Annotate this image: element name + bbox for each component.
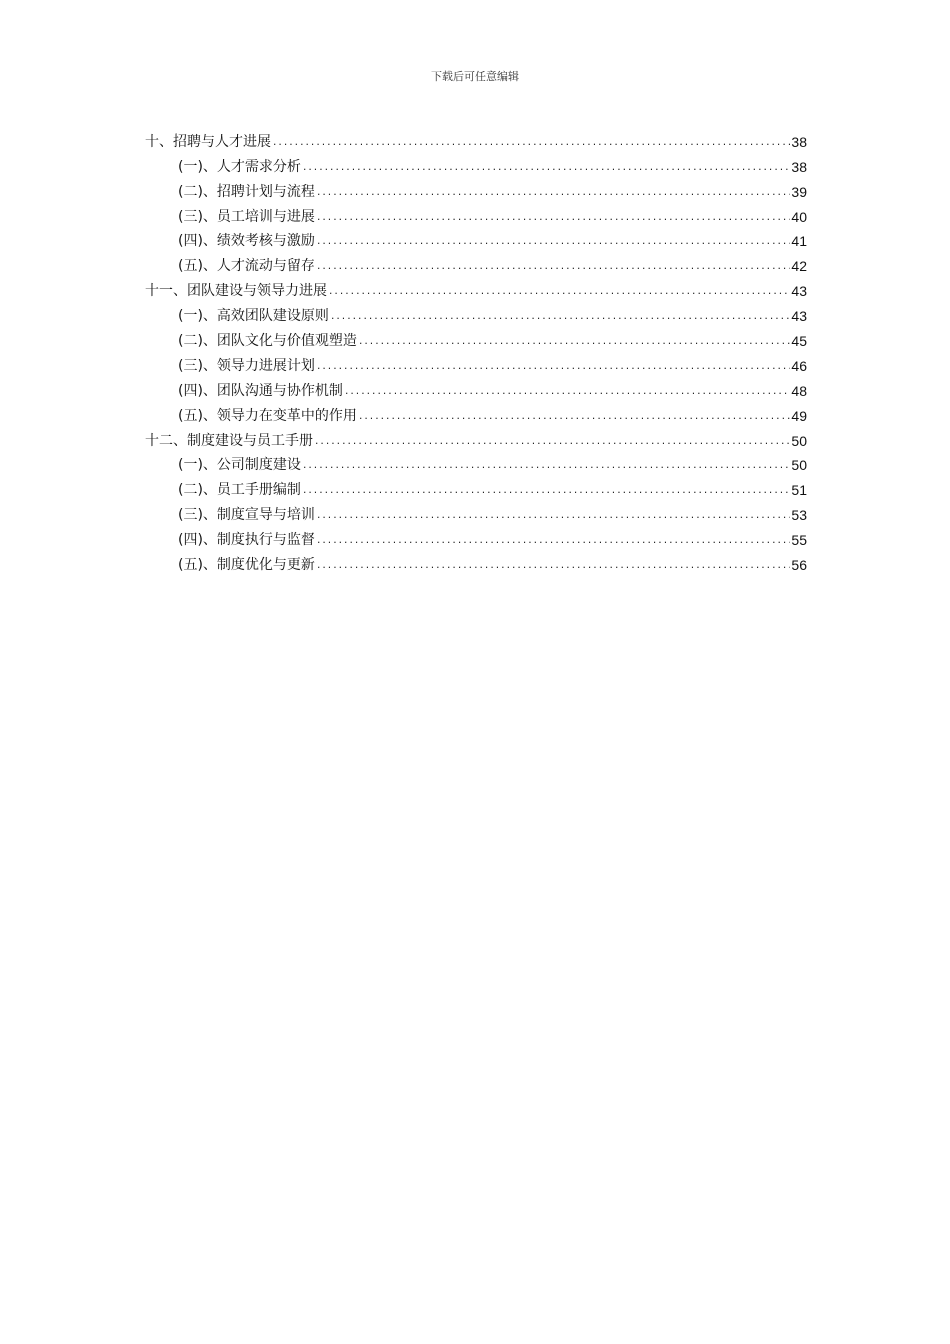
toc-dot-leader	[302, 160, 790, 176]
toc-section-entry[interactable]	[145, 450, 807, 475]
toc-dot-leader	[316, 234, 790, 250]
toc-section-entry[interactable]	[145, 226, 807, 251]
toc-entry-title: (四)、制度执行与监督	[178, 532, 315, 549]
page-header: 下载后可任意编辑	[431, 70, 519, 83]
toc-page-number: 42	[791, 258, 807, 275]
toc-page-number: 48	[791, 382, 807, 399]
toc-dot-leader	[316, 508, 790, 524]
toc-entry-title: (五)、制度优化与更新	[178, 557, 315, 574]
toc-page-number: 39	[791, 183, 807, 200]
toc-entry-title: (二)、员工手册编制	[178, 482, 301, 499]
toc-dot-leader	[316, 185, 790, 201]
toc-dot-leader	[302, 458, 790, 474]
toc-page-number: 38	[791, 133, 807, 150]
toc-section-entry[interactable]	[145, 350, 807, 375]
toc-entry-title: 十一、团队建设与领导力进展	[145, 283, 327, 300]
toc-page-number: 49	[791, 407, 807, 424]
toc-section-entry[interactable]	[145, 549, 807, 574]
toc-entry-title: (三)、制度宣导与培训	[178, 507, 315, 524]
toc-section-entry[interactable]	[145, 325, 807, 350]
toc-entry-title: 十、招聘与人才进展	[145, 133, 271, 150]
toc-section-entry[interactable]	[145, 474, 807, 499]
toc-entry-title: 十二、制度建设与员工手册	[145, 432, 313, 449]
toc-dot-leader	[358, 409, 790, 425]
toc-section-entry[interactable]	[145, 176, 807, 201]
toc-entry-title: (五)、领导力在变革中的作用	[178, 407, 357, 424]
toc-dot-leader	[314, 434, 790, 450]
toc-section-entry[interactable]	[145, 499, 807, 524]
toc-section-entry[interactable]	[145, 375, 807, 400]
toc-page-number: 41	[791, 233, 807, 250]
toc-page-number: 50	[791, 457, 807, 474]
toc-entry-title: (二)、招聘计划与流程	[178, 183, 315, 200]
toc-dot-leader	[316, 210, 790, 226]
toc-page-number: 43	[791, 308, 807, 325]
toc-entry-title: (三)、领导力进展计划	[178, 357, 315, 374]
toc-page-number: 46	[791, 357, 807, 374]
toc-page-number: 50	[791, 432, 807, 449]
table-of-contents	[145, 126, 807, 574]
toc-chapter-entry[interactable]	[145, 425, 807, 450]
toc-section-entry[interactable]	[145, 250, 807, 275]
toc-page-number: 45	[791, 333, 807, 350]
toc-page-number: 40	[791, 208, 807, 225]
toc-page-number: 38	[791, 158, 807, 175]
toc-dot-leader	[272, 135, 790, 151]
toc-entry-title: (四)、绩效考核与激励	[178, 233, 315, 250]
toc-dot-leader	[316, 533, 790, 549]
toc-section-entry[interactable]	[145, 201, 807, 226]
toc-entry-title: (四)、团队沟通与协作机制	[178, 382, 343, 399]
toc-dot-leader	[328, 284, 790, 300]
toc-entry-title: (五)、人才流动与留存	[178, 258, 315, 275]
toc-dot-leader	[344, 384, 790, 400]
toc-section-entry[interactable]	[145, 300, 807, 325]
toc-section-entry[interactable]	[145, 151, 807, 176]
toc-dot-leader	[316, 359, 790, 375]
toc-chapter-entry[interactable]	[145, 126, 807, 151]
toc-dot-leader	[316, 558, 790, 574]
toc-section-entry[interactable]	[145, 400, 807, 425]
toc-dot-leader	[330, 309, 790, 325]
toc-entry-title: (一)、人才需求分析	[178, 158, 301, 175]
toc-section-entry[interactable]	[145, 524, 807, 549]
toc-page-number: 55	[791, 532, 807, 549]
toc-dot-leader	[358, 334, 790, 350]
toc-page-number: 51	[791, 482, 807, 499]
toc-page-number: 43	[791, 283, 807, 300]
toc-chapter-entry[interactable]	[145, 275, 807, 300]
toc-page-number: 53	[791, 507, 807, 524]
toc-entry-title: (三)、员工培训与进展	[178, 208, 315, 225]
toc-entry-title: (一)、高效团队建设原则	[178, 308, 329, 325]
toc-dot-leader	[302, 483, 790, 499]
toc-page-number: 56	[791, 557, 807, 574]
toc-dot-leader	[316, 259, 790, 275]
toc-entry-title: (一)、公司制度建设	[178, 457, 301, 474]
toc-entry-title: (二)、团队文化与价值观塑造	[178, 333, 357, 350]
